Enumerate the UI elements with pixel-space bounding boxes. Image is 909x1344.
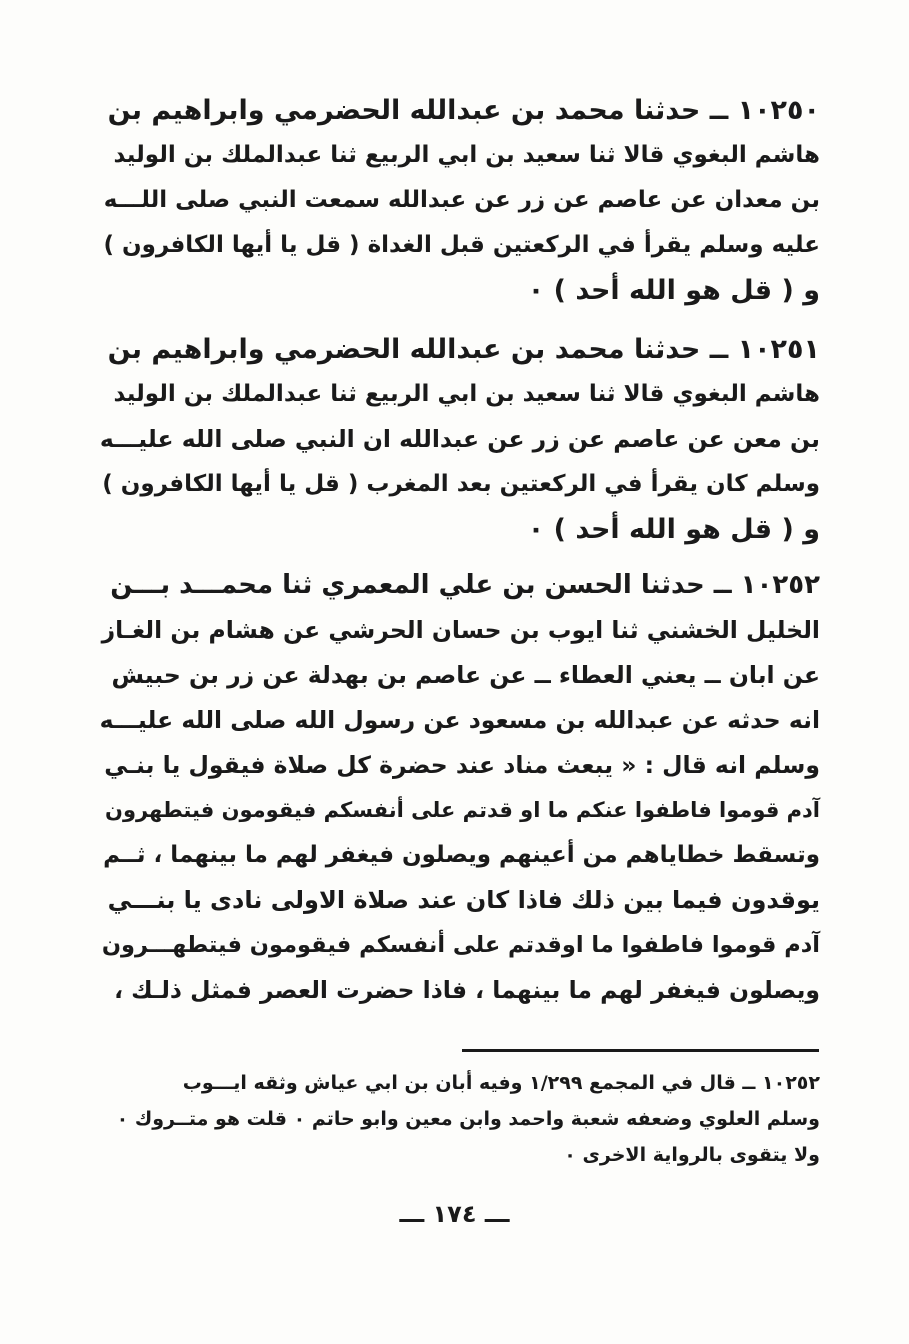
hadith-line: آدم قوموا فاطفوا ما اوقدتم على أنفسكم فيقومون فيتطهـــرون: [101, 932, 820, 958]
hadith-line: و ( قل هو الله أحد ) ٠: [527, 514, 820, 545]
hadith-10250: [100, 88, 820, 313]
hadith-line: ١٠٢٥٢ ــ حدثنا الحسن بن علي المعمري ثنا محمـــد بـــن: [110, 570, 820, 600]
hadith-line: بن معن عن عاصم عن زر عن عبدالله ان النبي صلى الله عليـــه: [99, 425, 820, 453]
footnote-line: وسلم العلوي وضعفه شعبة واحمد وابن معين وابو حاتم ٠ قلت هو متــروك ٠: [116, 1108, 820, 1130]
hadith-line: هاشم البغوي قالا ثنا سعيد بن ابي الربيع ثنا عبدالملك بن الوليد: [113, 142, 820, 168]
footnote-line: ١٠٢٥٢ ــ قال في المجمع ١/٢٩٩ وفيه أبان بن ابي عياش وثقه ايـــوب: [182, 1072, 820, 1094]
hadith-line: وتسقط خطاياهم من أعينهم ويصلون فيغفر لهم ما بينهما ، ثــم: [103, 842, 820, 868]
hadith-line: آدم قوموا فاطفوا عنكم ما او قدتم على أنفسكم فيقومون فيتطهرون: [105, 798, 820, 822]
hadith-line: انه حدثه عن عبدالله بن مسعود عن رسول الله صلى الله عليـــه: [99, 706, 820, 734]
hadith-line: ١٠٢٥١ ــ حدثنا محمد بن عبدالله الحضرمي وابراهيم بن: [107, 334, 820, 365]
hadith-10252: [100, 563, 820, 1013]
hadith-line: يوقدون فيما بين ذلك فاذا كان عند صلاة الاولى نادى يا بنـــي: [107, 886, 820, 914]
hadith-line: بن معدان عن عاصم عن زر عن عبدالله سمعت النبي صلى اللـــه: [103, 187, 820, 213]
hadith-line: ١٠٢٥٠ ــ حدثنا محمد بن عبدالله الحضرمي وابراهيم بن: [107, 95, 820, 126]
hadith-line: ويصلون فيغفر لهم ما بينهما ، فاذا حضرت العصر فمثل ذلـك ،: [114, 976, 820, 1004]
footnote: [100, 1065, 820, 1173]
hadith-line: هاشم البغوي قالا ثنا سعيد بن ابي الربيع ثنا عبدالملك بن الوليد: [113, 381, 820, 407]
hadith-line: و ( قل هو الله أحد ) ٠: [527, 275, 820, 306]
footnote-line: ولا يتقوى بالرواية الاخرى ٠: [564, 1144, 820, 1166]
hadith-line: وسلم انه قال : « يبعث مناد عند حضرة كل صلاة فيقول يا بنـي: [104, 751, 820, 779]
hadith-line: عن ابان ــ يعني العطاء ــ عن عاصم بن بهدلة عن زر بن حبيش: [111, 661, 820, 689]
hadith-line: الخليل الخشني ثنا ايوب بن حسان الحرشي عن هشام بن الغـاز: [101, 616, 820, 644]
hadith-line: وسلم كان يقرأ في الركعتين بعد المغرب ( قل يا أيها الكافرون ): [102, 471, 820, 497]
footnote-divider: [462, 1049, 819, 1052]
hadith-10251: [100, 327, 820, 552]
page-number: ـــ ١٧٤ ـــ: [399, 1200, 510, 1228]
hadith-line: عليه وسلم يقرأ في الركعتين قبل الغداة ( قل يا أيها الكافرون ): [103, 232, 820, 258]
